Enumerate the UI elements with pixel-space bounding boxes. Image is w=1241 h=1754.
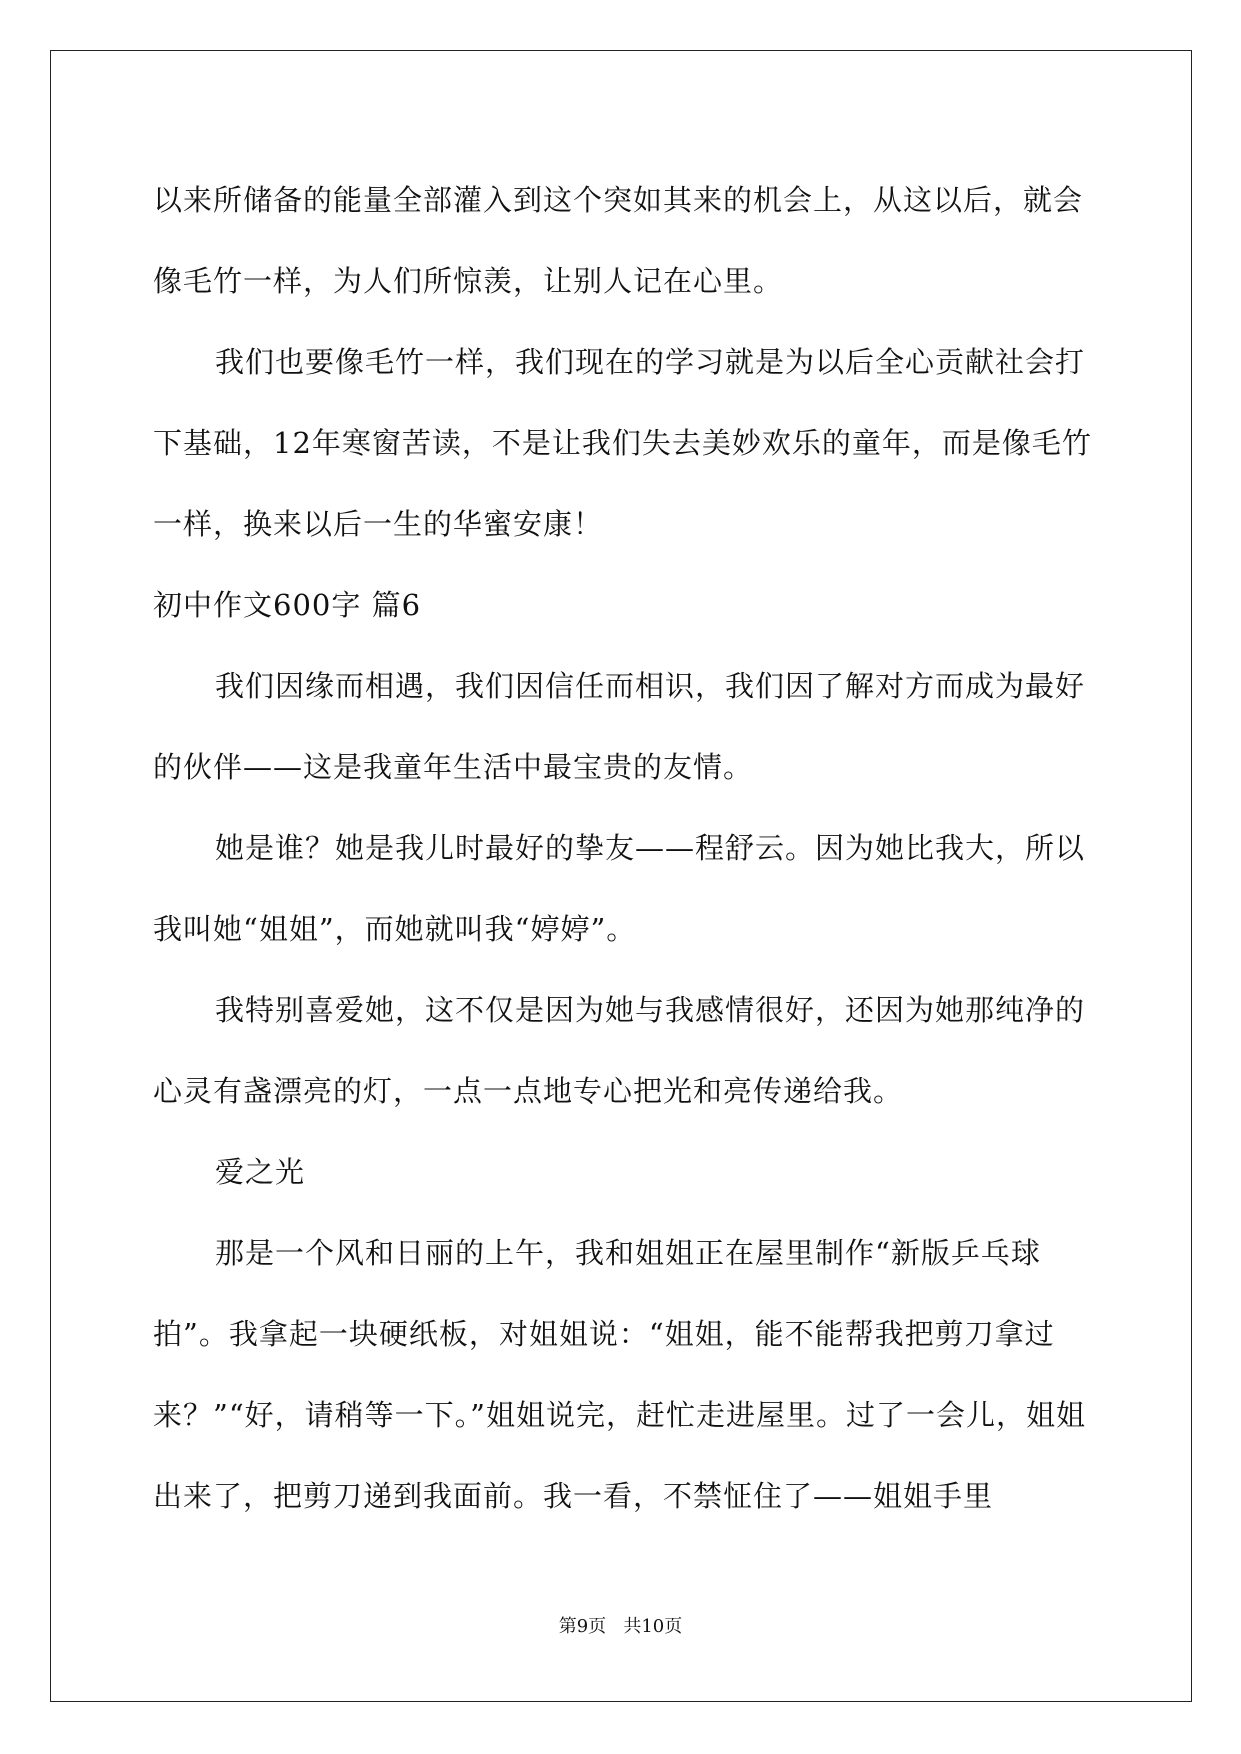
paragraph-6: 那是一个风和日丽的上午，我和姐姐正在屋里制作“新版乒乓球拍”。我拿起一块硬纸板，对姐姐说：“姐姐，能不能帮我把剪刀拿过来？”“好，请稍等一下。”姐姐说完，赶忙走进屋里。过了一会儿，姐姐出来了，把剪刀递到我面前。我一看，不禁怔住了——姐姐手里 <box>153 1236 1086 1513</box>
paragraph-4: 她是谁？她是我儿时最好的挚友——程舒云。因为她比我大，所以我叫她“姐姐”，而她就叫我“婷婷”。 <box>153 831 1086 946</box>
paragraph-5: 我特别喜爱她，这不仅是因为她与我感情很好，还因为她那纯净的心灵有盏漂亮的灯，一点一点地专心把光和亮传递给我。 <box>153 993 1086 1108</box>
page-number: 第9页 <box>558 1616 607 1637</box>
document-body <box>153 160 1103 1537</box>
subheading-love-light: 爱之光 <box>215 1155 306 1189</box>
paragraph-3: 我们因缘而相遇，我们因信任而相识，我们因了解对方而成为最好的伙伴——这是我童年生活中最宝贵的友情。 <box>153 669 1086 784</box>
page-total: 共10页 <box>623 1616 683 1637</box>
paragraph-1: 以来所储备的能量全部灌入到这个突如其来的机会上，从这以后，就会像毛竹一样，为人们所惊羡，让别人记在心里。 <box>153 183 1084 298</box>
paragraph-2: 我们也要像毛竹一样，我们现在的学习就是为以后全心贡献社会打下基础，12年寒窗苦读，不是让我们失去美妙欢乐的童年，而是像毛竹一样，换来以后一生的华蜜安康！ <box>153 345 1092 541</box>
section-heading: 初中作文600字 篇6 <box>153 588 422 622</box>
page-footer <box>0 1612 1241 1638</box>
